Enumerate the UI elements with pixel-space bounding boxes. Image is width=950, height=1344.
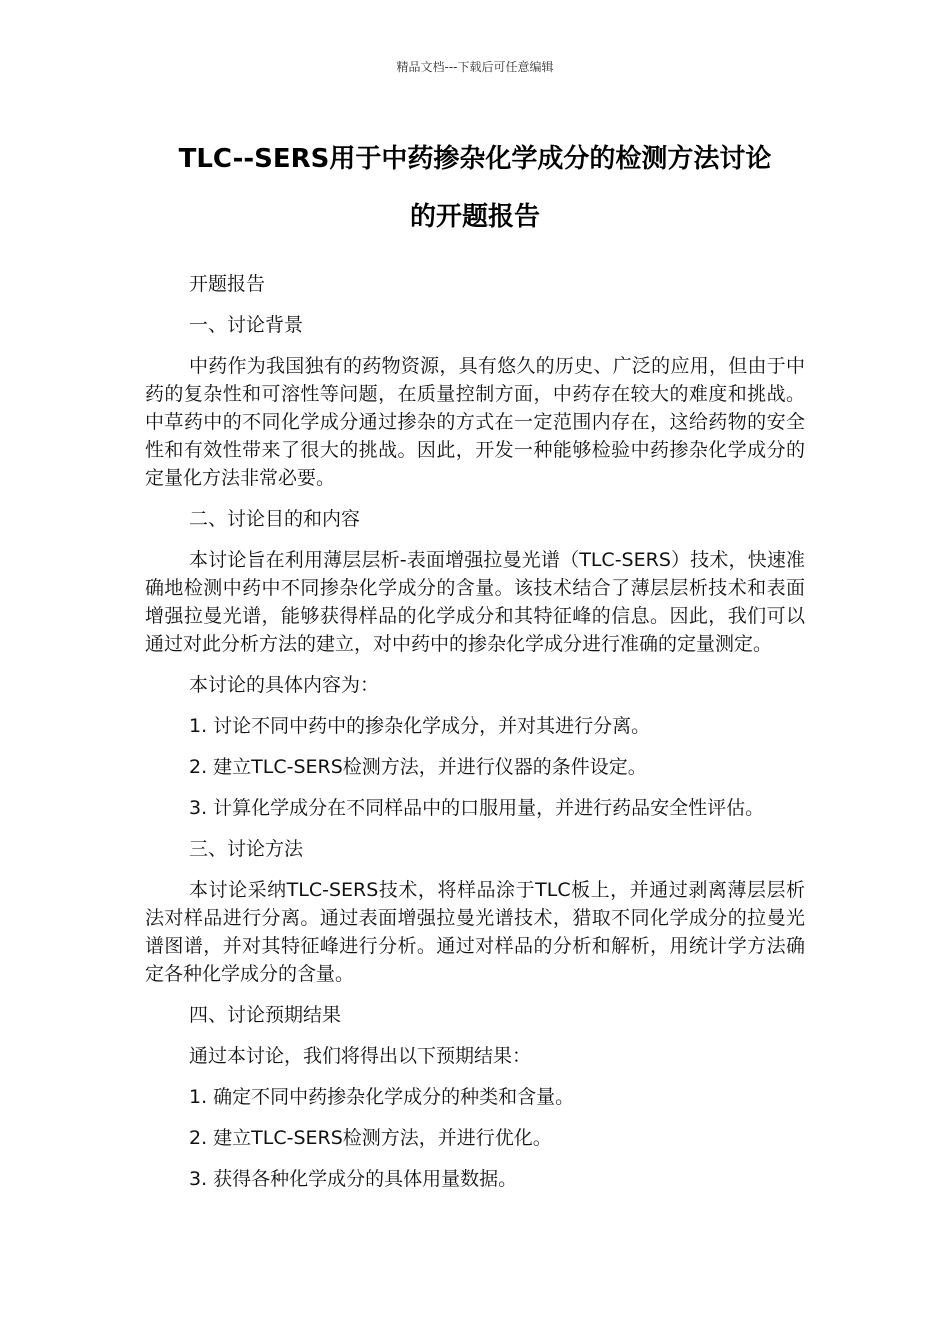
document-title-line-2: 的开题报告 (409, 202, 540, 232)
list-item-result-3: 3. 获得各种化学成分的具体用量数据。 (189, 1168, 518, 1190)
paragraph-background: 中药作为我国独有的药物资源，具有悠久的历史、广泛的应用，但由于中药的复杂性和可溶性等问题，在质量控制方面，中药存在较大的难度和挑战。中草药中的不同化学成分通过掺杂的方式在一定范围内存在，这给药物的安全性和有效性带来了很大的挑战。因此，开发一种能够检验中药掺杂化学成分的定量化方法非常必要。 (145, 355, 805, 489)
list-item-content-2: 2. 建立TLC-SERS检测方法，并进行仪器的条件设定。 (189, 756, 647, 778)
list-item-result-2: 2. 建立TLC-SERS检测方法，并进行优化。 (189, 1127, 552, 1149)
document-body (145, 270, 805, 1206)
document-title-line-1: TLC--SERS用于中药掺杂化学成分的检测方法讨论 (178, 144, 772, 174)
heading-method: 三、讨论方法 (189, 838, 304, 860)
header-note: 精品文档---下载后可任意编辑 (396, 60, 554, 74)
heading-expected-results: 四、讨论预期结果 (189, 1004, 342, 1026)
paragraph-purpose: 本讨论旨在利用薄层层析-表面增强拉曼光谱（TLC-SERS）技术，快速准确地检测中药中不同掺杂化学成分的含量。该技术结合了薄层层析技术和表面增强拉曼光谱，能够获得样品的化学成分和其特征峰的信息。因此，我们可以通过对此分析方法的建立，对中药中的掺杂化学成分进行准确的定量测定。 (145, 549, 805, 655)
list-item-content-1: 1. 讨论不同中药中的掺杂化学成分，并对其进行分离。 (189, 715, 651, 737)
heading-background: 一、讨论背景 (189, 314, 304, 336)
paragraph-results-intro: 通过本讨论，我们将得出以下预期结果： (189, 1045, 532, 1067)
section-label-report: 开题报告 (189, 273, 266, 295)
heading-purpose: 二、讨论目的和内容 (189, 508, 361, 530)
paragraph-method: 本讨论采纳TLC-SERS技术，将样品涂于TLC板上，并通过剥离薄层层析法对样品进行分离。通过表面增强拉曼光谱技术，猎取不同化学成分的拉曼光谱图谱，并对其特征峰进行分析。通过对样品的分析和解析，用统计学方法确定各种化学成分的含量。 (145, 879, 805, 985)
list-item-result-1: 1. 确定不同中药掺杂化学成分的种类和含量。 (189, 1086, 575, 1108)
list-item-content-3: 3. 计算化学成分在不同样品中的口服用量，并进行药品安全性评估。 (189, 797, 765, 819)
paragraph-content-intro: 本讨论的具体内容为： (189, 674, 380, 696)
